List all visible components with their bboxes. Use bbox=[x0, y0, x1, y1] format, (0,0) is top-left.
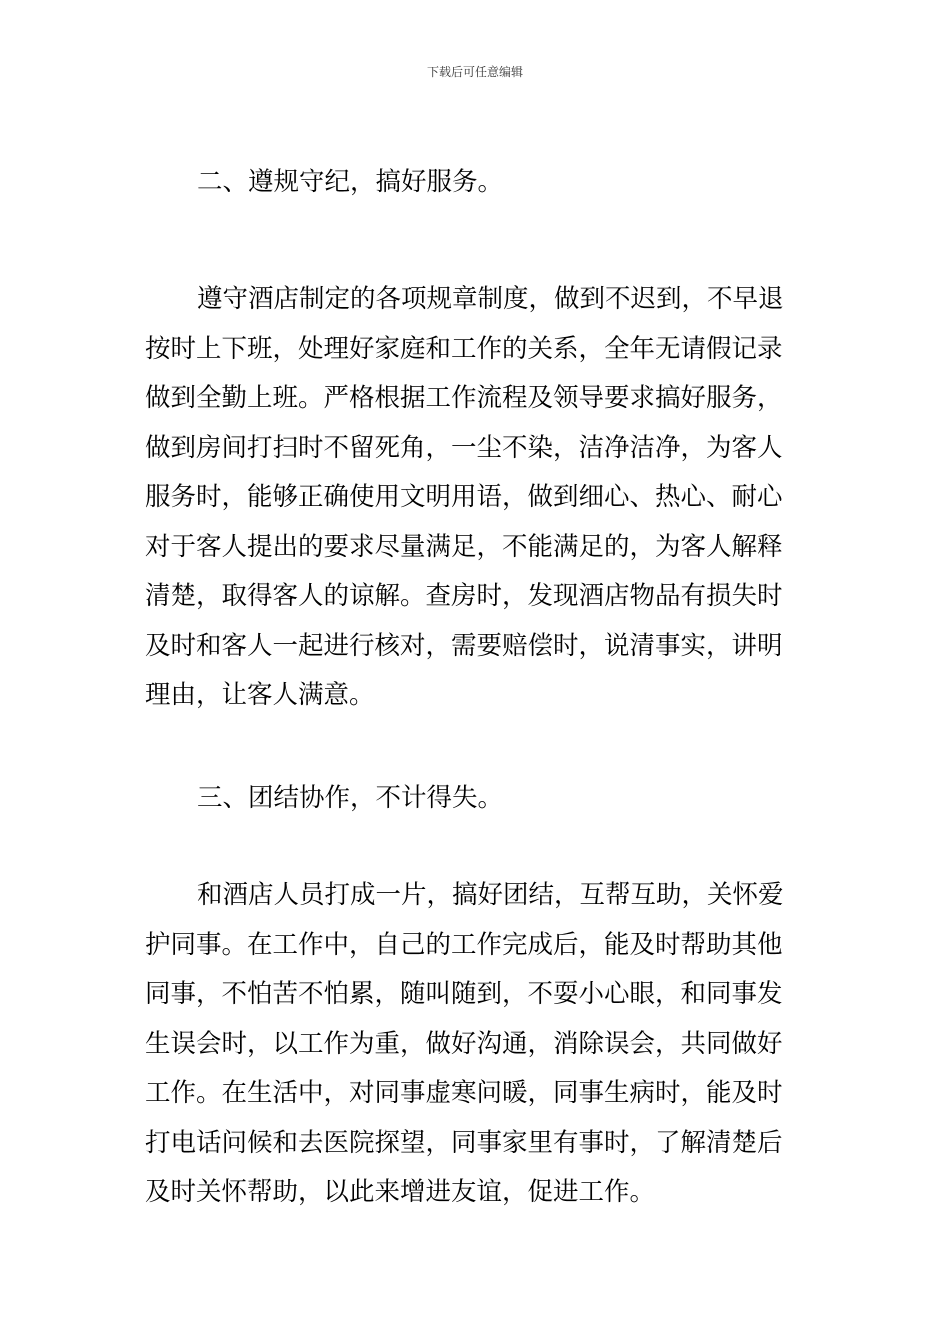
paragraph-line: 生误会时，以工作为重，做好沟通，消除误会，共同做好 bbox=[145, 1029, 783, 1059]
paragraph-line: 和酒店人员打成一片，搞好团结，互帮互助，关怀爱 bbox=[197, 880, 784, 910]
paragraph-line: 及时关怀帮助，以此来增进友谊，促进工作。 bbox=[145, 1177, 656, 1207]
paragraph-line: 及时和客人一起进行核对，需要赔偿时，说清事实，讲明 bbox=[145, 631, 783, 661]
paragraph-line: 按时上下班，处理好家庭和工作的关系，全年无请假记录 bbox=[145, 334, 783, 364]
section-heading: 三、团结协作，不计得失。 bbox=[197, 783, 504, 813]
paragraph-line: 护同事。在工作中，自己的工作完成后，能及时帮助其他 bbox=[145, 930, 783, 960]
paragraph-line: 同事，不怕苦不怕累，随叫随到，不耍小心眼，和同事发 bbox=[145, 979, 783, 1009]
paragraph-line: 打电话问候和去医院探望，同事家里有事时，了解清楚后 bbox=[145, 1128, 783, 1158]
page-header: 下载后可任意编辑 bbox=[426, 65, 523, 79]
paragraph-line: 对于客人提出的要求尽量满足，不能满足的，为客人解释 bbox=[145, 532, 783, 562]
paragraph-line: 理由，让客人满意。 bbox=[145, 680, 375, 710]
paragraph-line: 做到房间打扫时不留死角，一尘不染，洁净洁净，为客人 bbox=[145, 433, 783, 463]
paragraph-line: 清楚，取得客人的谅解。查房时，发现酒店物品有损失时 bbox=[145, 581, 783, 611]
paragraph-line: 做到全勤上班。严格根据工作流程及领导要求搞好服务， bbox=[145, 383, 783, 413]
section-heading: 二、遵规守纪，搞好服务。 bbox=[197, 167, 504, 197]
paragraph-line: 工作。在生活中，对同事虚寒问暖，同事生病时，能及时 bbox=[145, 1078, 783, 1108]
paragraph-line: 服务时，能够正确使用文明用语，做到细心、热心、耐心 bbox=[145, 482, 783, 512]
paragraph-line: 遵守酒店制定的各项规章制度，做到不迟到，不早退 bbox=[197, 284, 784, 314]
